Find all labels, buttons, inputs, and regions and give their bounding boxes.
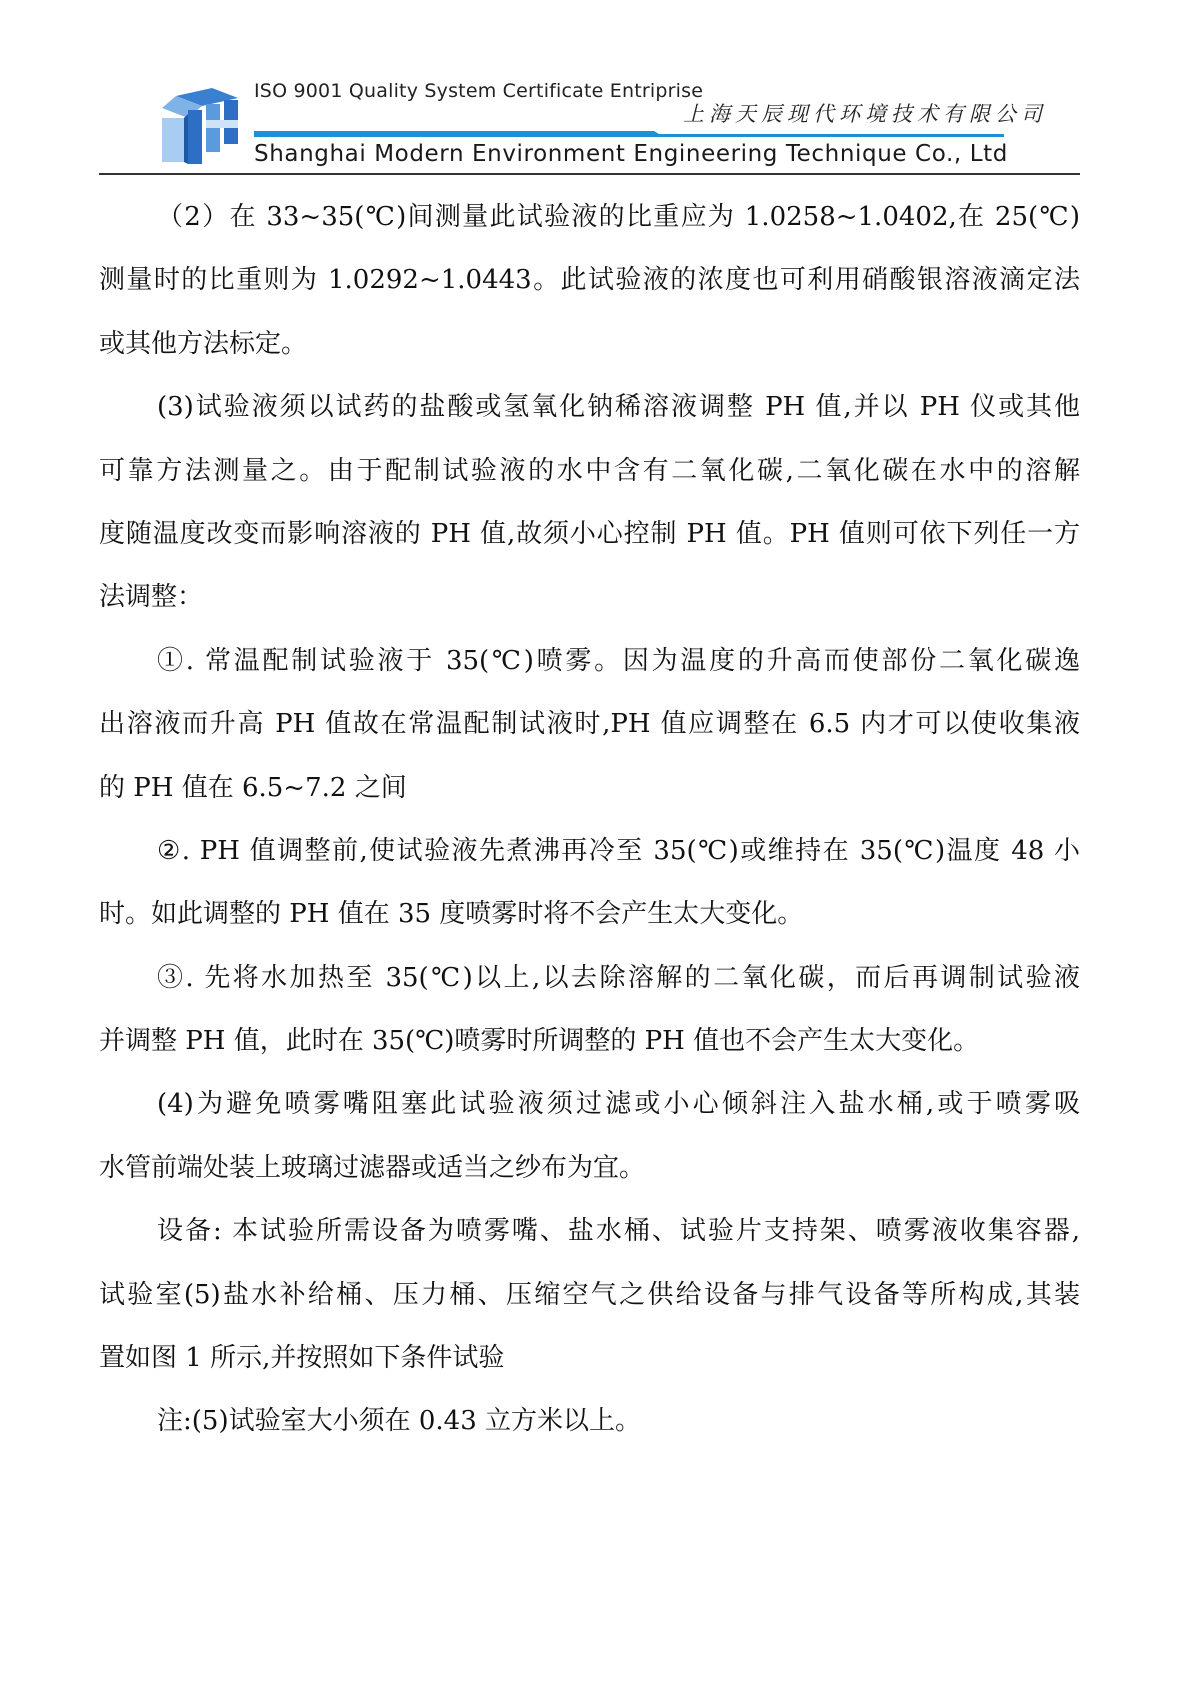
text-line: 法调整： [99,582,204,613]
header-accent-bar [254,131,1004,137]
text-line: 并调整 PH 值，此时在 35(℃)喷雾时所调整的 PH 值也不会产生太大变化。 [99,1026,980,1057]
text-line: 设备: 本试验所需设备为喷雾嘴、盐水桶、试验片支持架、喷雾液收集容器, [157,1216,1080,1247]
text-line: 可靠方法测量之。由于配制试验液的水中含有二氧化碳,二氧化碳在水中的溶解 [99,455,1080,486]
text-line: 置如图 1 所示,并按照如下条件试验 [99,1343,505,1374]
text-line: ②. PH 值调整前,使试验液先煮沸再冷至 35(℃)或维持在 35(℃)温度 48 小 [157,835,1080,866]
company-name-chinese: 上海天辰现代环境技术有限公司 [683,102,1047,126]
text-line: 试验室(5)盐水补给桶、压力桶、压缩空气之供给设备与排气设备等所构成,其装 [99,1279,1080,1310]
text-line: 水管前端处装上玻璃过滤器或适当之纱布为宜。 [99,1152,646,1183]
company-name-english: Shanghai Modern Environment Engineering Technique Co., Ltd [254,141,1008,167]
company-logo-icon [162,86,240,166]
text-line: (4)为避免喷雾嘴阻塞此试验液须过滤或小心倾斜注入盐水桶,或于喷雾吸 [157,1089,1080,1120]
document-body [99,186,1080,1454]
text-line: （2）在 33~35(℃)间测量此试验液的比重应为 1.0258~1.0402,在 25(℃) [157,202,1080,232]
text-line: 或其他方法标定。 [99,328,308,359]
text-line: 的 PH 值在 6.5~7.2 之间 [99,772,407,803]
document-header [0,0,1200,180]
text-line: 出溶液而升高 PH 值故在常温配制试液时,PH 值应调整在 6.5 内才可以使收集液 [99,709,1080,740]
text-line: (3)试验液须以试药的盐酸或氢氧化钠稀溶液调整 PH 值,并以 PH 仪或其他 [157,392,1080,423]
text-line: ①. 常温配制试验液于 35(℃)喷雾。因为温度的升高而使部份二氧化碳逸 [157,645,1080,676]
header-divider [99,173,1080,175]
text-line: ③. 先将水加热至 35(℃)以上,以去除溶解的二氧化碳，而后再调制试验液 [157,962,1080,993]
iso-certificate-text: ISO 9001 Quality System Certificate Entriprise [254,80,704,102]
text-line: 测量时的比重则为 1.0292~1.0443。此试验液的浓度也可利用硝酸银溶液滴定法 [99,265,1080,296]
text-line: 度随温度改变而影响溶液的 PH 值,故须小心控制 PH 值。PH 值则可依下列任一方 [99,518,1080,549]
text-line: 时。如此调整的 PH 值在 35 度喷雾时将不会产生太大变化。 [99,899,804,930]
text-line: 注:(5)试验室大小须在 0.43 立方米以上。 [157,1406,642,1437]
